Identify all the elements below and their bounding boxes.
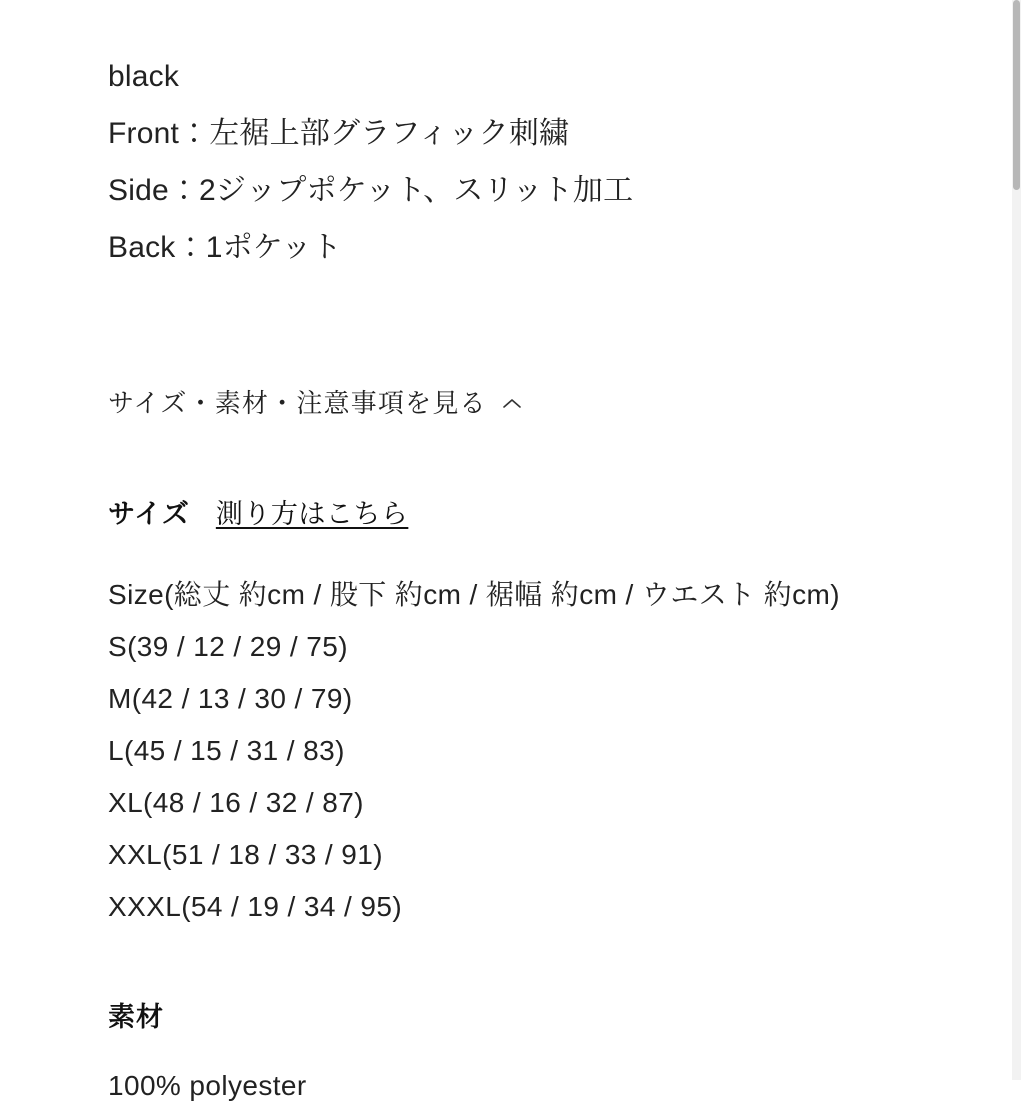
size-row-s: S(39 / 12 / 29 / 75): [108, 631, 348, 662]
vertical-scrollbar-thumb[interactable]: [1013, 0, 1020, 190]
description-line-front: Front：左裾上部グラフィック刺繍: [108, 117, 570, 150]
how-to-measure-link[interactable]: 測り方はこちら: [215, 499, 409, 529]
size-material-notes-toggle[interactable]: [108, 383, 961, 420]
product-description: [108, 48, 961, 276]
size-row-l: L(45 / 15 / 31 / 83): [108, 735, 345, 766]
size-row-m: M(42 / 13 / 30 / 79): [108, 683, 353, 714]
size-row-xl: XL(48 / 16 / 32 / 87): [108, 787, 364, 818]
size-material-notes-toggle-label: サイズ・素材・注意事項を見る: [108, 388, 487, 418]
description-line-color: black: [108, 60, 180, 93]
size-row-xxxl: XXXL(54 / 19 / 34 / 95): [108, 891, 403, 922]
size-table: [108, 569, 961, 933]
description-line-side: Side：2ジップポケット、スリット加工: [108, 174, 634, 207]
size-section-header: [108, 492, 961, 531]
description-line-back: Back：1ポケット: [108, 231, 342, 264]
size-table-header: Size(総丈 約cm / 股下 約cm / 裾幅 約cm / ウエスト 約cm): [108, 579, 840, 610]
size-row-xxl: XXL(51 / 18 / 33 / 91): [108, 839, 383, 870]
material-section-body: 100% polyester: [108, 1070, 307, 1101]
material-section-title: 素材: [108, 1002, 164, 1032]
vertical-scrollbar[interactable]: [1012, 0, 1021, 1080]
size-section-title: サイズ: [108, 499, 190, 529]
chevron-up-icon: [501, 393, 523, 415]
